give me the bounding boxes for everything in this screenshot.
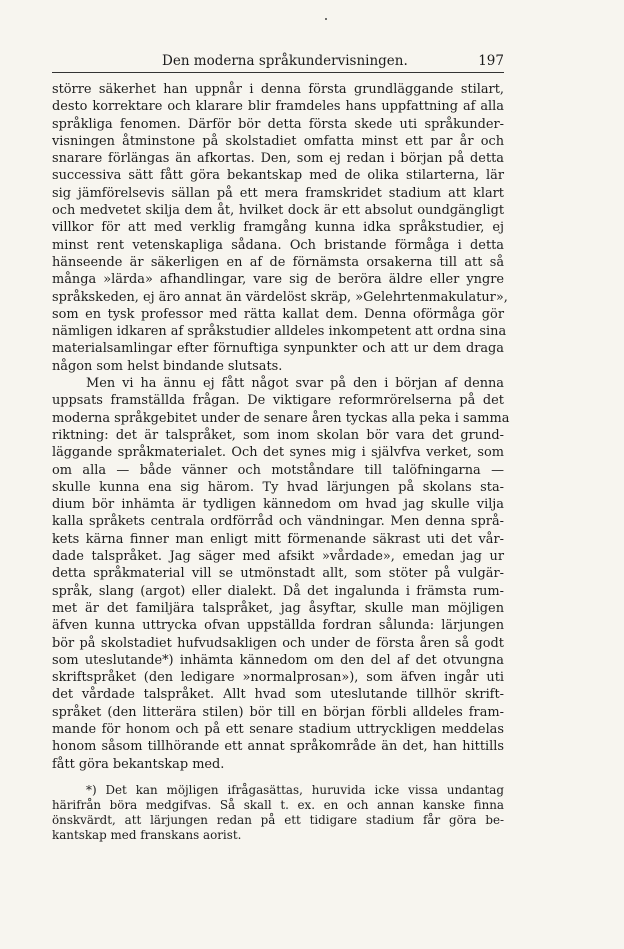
book-page [52,50,510,844]
page-number: 197 [478,53,504,69]
text-line: språk, slang (argot) eller dialekt. Då det ingalunda i främsta rum- [52,583,504,599]
text-line: det vårdade talspråket. Allt hvad som uteslutande tillhör skrift- [52,687,504,703]
text-line: språkskeden, ej äro annat än värdelöst skräp, »Gelehrtenmakulatur», [52,289,508,305]
text-line: dade talspråket. Jag säger med afsikt »vårdade», emedan jag ur [52,549,504,565]
text-line: materialsamlingar efter förnuftiga synpunkter och att ur dem draga [52,341,504,357]
text-line: minst rent vetenskapliga sådana. Och bristande förmåga i detta [52,237,504,253]
text-line: snarare förlängas än afkortas. Den, som ej redan i början på detta [52,151,504,167]
footnote-line: önskvärdt, att lärjungen redan på ett tidigare stadium får göra be- [52,813,504,828]
text-line: större säkerhet han uppnår i denna första grundläggande stilart, [52,82,504,97]
text-line: skulle kunna ena sig härom. Ty hvad lärjungen på skolans sta- [52,479,504,495]
text-line: om alla — både vänner och motståndare till talöfningarna — [52,462,504,478]
text-line: många »lärda» afhandlingar, vare sig de beröra äldre eller yngre [52,272,504,288]
running-header [52,50,504,73]
running-title: Den moderna språkundervisningen. [162,53,408,69]
text-line: met är det familjära talspråket, jag åsyftar, skulle man möjligen [52,600,504,616]
text-line: visningen åtminstone på skolstadiet omfatta minst ett par år och [52,133,504,149]
text-line: någon som helst bindande slutsats. [52,358,283,374]
footnote-line: härifrån böra medgifvas. Så skall t. ex. en och annan kanske finna [52,798,504,813]
text-line: kets kärna finner man enligt mitt förmenande säkrast uti det vår- [52,531,504,547]
ink-speck [325,18,327,20]
text-line: läggande språkmaterialet. Och det synes mig i självfva verket, som [52,445,504,461]
text-line: dium bör inhämta är tydligen kännedom om hvad jag skulle vilja [52,497,504,513]
text-line: riktning: det är talspråket, som inom skolan bör vara det grund- [52,427,504,443]
footnote [52,783,504,844]
footnote-separator [52,773,504,779]
text-line: som uteslutande*) inhämta kännedom om den del af det otvungna [52,652,504,668]
text-line: skriftspråket (den ledigare »normalprosan»), som äfven ingår uti [52,670,504,686]
text-line: kalla språkets centrala ordförråd och vändningar. Men denna språ- [52,514,504,530]
text-line: äfven kunna uttrycka ofvan uppställda fordran sålunda: lärjungen [52,618,504,634]
text-line: desto korrektare och klarare blir framdeles hans uppfattning af alla [52,99,504,115]
text-line: honom såsom tillhörande ett annat språkområde än det, han hittills [52,739,504,755]
text-line: som en tysk professor med rätta kallat dem. Denna oförmåga gör [52,306,504,322]
text-line: fått göra bekantskap med. [52,756,225,772]
footnote-line: *) Det kan möjligen ifrågasättas, huruvida icke vissa undantag [86,782,504,797]
text-line: detta språkmaterial vill se utmönstadt allt, som stöter på vulgär- [52,566,504,582]
text-line: hänseende är säkerligen en af de förnämsta orsakerna till att så [52,254,504,270]
text-line: mande för honom och på ett senare stadium uttryckligen meddelas [52,721,504,737]
text-line: Men vi ha ännu ej fått något svar på den i början af denna [86,376,504,392]
text-line: villkor för att med verklig framgång kunna idka språkstudier, ej [52,220,504,236]
text-line: sig jämförelsevis sällan på ett mera framskridet stadium att klart [52,185,504,201]
text-line: successiva sätt fått göra bekantskap med de olika stilarterna, lär [52,168,504,184]
text-line: och medvetet skilja dem åt, hvilket dock är ett absolut oundgängligt [52,203,504,219]
text-line: uppsats framställda frågan. De viktigare reformrörelserna på det [52,393,504,409]
body-text [52,81,510,773]
text-line: nämligen idkaren af språkstudier alldeles inkompetent att ordna sina [52,324,507,340]
footnote-line: kantskap med franskans aorist. [52,828,242,843]
text-line: bör på skolstadiet hufvudsakligen och under de första åren så godt [52,635,504,651]
text-line: moderna språkgebitet under de senare åren tyckas alla peka i samma [52,410,510,426]
text-line: språkliga fenomen. Därför bör detta första skede uti språkunder- [52,116,504,132]
text-line: språket (den litterära stilen) bör till en början förbli alldeles fram- [52,704,504,720]
